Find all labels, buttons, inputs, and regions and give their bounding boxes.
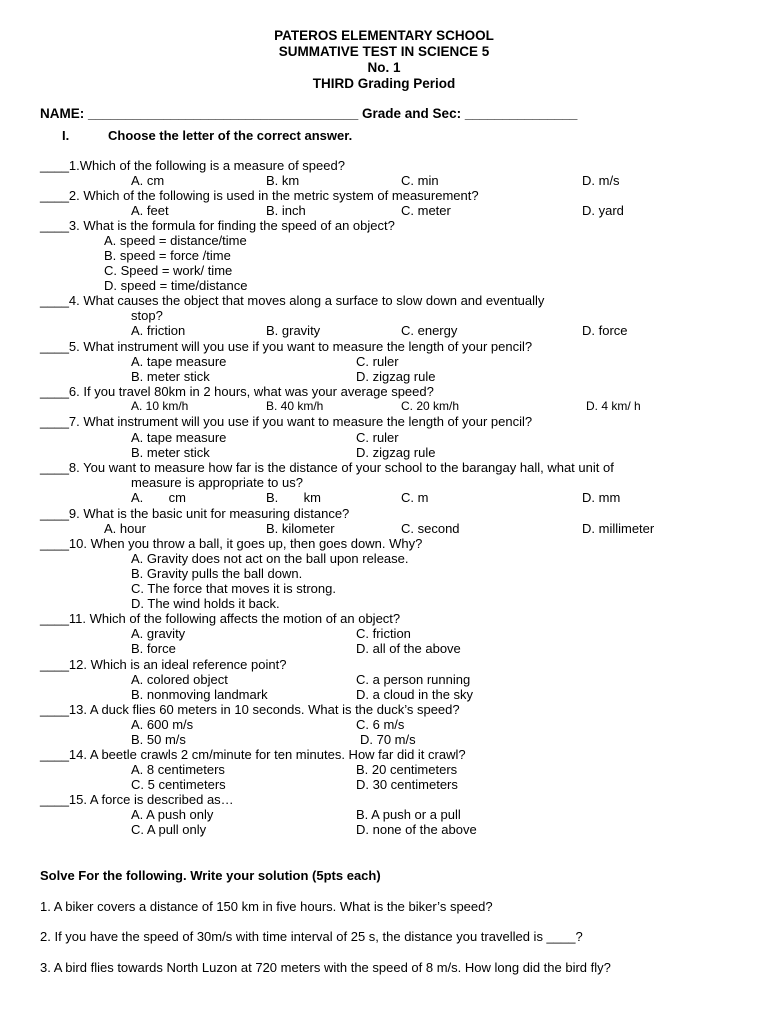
choice-11d: D. all of the above (356, 641, 461, 656)
choice-8d: D. mm (582, 490, 621, 505)
question-12: ____12. Which is an ideal reference point? (40, 657, 287, 672)
choice-8a: A. cm (131, 490, 186, 505)
choice-10d: D. The wind holds it back. (131, 596, 280, 611)
choice-15a: A. A push only (131, 807, 214, 822)
question-2: ____2. Which of the following is used in the metric system of measurement? (40, 188, 479, 203)
choice-2a: A. feet (131, 203, 169, 218)
choice-13c: C. 6 m/s (356, 717, 405, 732)
question-6: ____6. If you travel 80km in 2 hours, what was your average speed? (40, 384, 434, 399)
choice-9a: A. hour (104, 521, 146, 536)
choice-4a: A. friction (131, 323, 186, 338)
choice-14d: D. 30 centimeters (356, 777, 458, 792)
choice-3d: D. speed = time/distance (104, 278, 248, 293)
solve-heading: Solve For the following. Write your solution (5pts each) (40, 868, 381, 883)
question-15: ____15. A force is described as… (40, 792, 234, 807)
choice-6a: A. 10 km/h (131, 399, 189, 413)
choice-9c: C. second (401, 521, 460, 536)
choice-11b: B. force (131, 641, 176, 656)
choice-5d: D. zigzag rule (356, 369, 436, 384)
question-3: ____3. What is the formula for finding the speed of an object? (40, 218, 395, 233)
choice-8c: C. m (401, 490, 429, 505)
question-11: ____11. Which of the following affects the motion of an object? (40, 611, 401, 626)
choice-11c: C. friction (356, 626, 411, 641)
choice-15d: D. none of the above (356, 822, 477, 837)
choice-4c: C. energy (401, 323, 458, 338)
choice-14a: A. 8 centimeters (131, 762, 225, 777)
choice-11a: A. gravity (131, 626, 186, 641)
choice-3a: A. speed = distance/time (104, 233, 247, 248)
question-7: ____7. What instrument will you use if you want to measure the length of your pencil? (40, 414, 533, 429)
choice-13b: B. 50 m/s (131, 732, 186, 747)
choice-7b: B. meter stick (131, 445, 210, 460)
choice-10c: C. The force that moves it is strong. (131, 581, 336, 596)
choice-1a: A. cm (131, 173, 165, 188)
grading-period: THIRD Grading Period (312, 76, 456, 91)
school-name: PATEROS ELEMENTARY SCHOOL (274, 28, 494, 43)
choice-3c: C. Speed = work/ time (104, 263, 233, 278)
choice-5c: C. ruler (356, 354, 399, 369)
choice-6b: B. 40 km/h (266, 399, 324, 413)
choice-12c: C. a person running (356, 672, 471, 687)
choice-4d: D. force (582, 323, 628, 338)
problem-3: 3. A bird flies towards North Luzon at 720 meters with the speed of 8 m/s. How long did the bird fly? (40, 960, 611, 975)
name-grade-line: NAME: ____________________________________ Grade and Sec: _______________ (40, 106, 578, 121)
choice-10b: B. Gravity pulls the ball down. (131, 566, 303, 581)
choice-10a: A. Gravity does not act on the ball upon release. (131, 551, 409, 566)
question-5: ____5. What instrument will you use if you want to measure the length of your pencil? (40, 339, 533, 354)
question-13: ____13. A duck flies 60 meters in 10 seconds. What is the duck’s speed? (40, 702, 460, 717)
choice-2c: C. meter (401, 203, 451, 218)
choice-1d: D. m/s (582, 173, 620, 188)
choice-2d: D. yard (582, 203, 624, 218)
choice-4b: B. gravity (266, 323, 321, 338)
choice-1c: C. min (401, 173, 439, 188)
choice-12a: A. colored object (131, 672, 228, 687)
choice-13a: A. 600 m/s (131, 717, 194, 732)
choice-13d: D. 70 m/s (360, 732, 416, 747)
problem-2: 2. If you have the speed of 30m/s with time interval of 25 s, the distance you travelled is ____? (40, 929, 583, 944)
choice-14c: C. 5 centimeters (131, 777, 226, 792)
choice-6d: D. 4 km/ h (586, 399, 641, 413)
choice-12b: B. nonmoving landmark (131, 687, 268, 702)
question-8: ____8. You want to measure how far is the distance of your school to the barangay hall, what unit of (40, 460, 614, 475)
part-instruction: Choose the letter of the correct answer. (108, 128, 353, 143)
choice-15c: C. A pull only (131, 822, 207, 837)
choice-12d: D. a cloud in the sky (356, 687, 474, 702)
question-9: ____9. What is the basic unit for measuring distance? (40, 506, 350, 521)
choice-8b: B. km (266, 490, 321, 505)
question-8-continued: measure is appropriate to us? (131, 475, 303, 490)
choice-7c: C. ruler (356, 430, 399, 445)
question-4-continued: stop? (131, 308, 163, 323)
choice-5b: B. meter stick (131, 369, 210, 384)
choice-9d: D. millimeter (582, 521, 655, 536)
choice-5a: A. tape measure (131, 354, 227, 369)
test-title: SUMMATIVE TEST IN SCIENCE 5 (278, 44, 490, 59)
choice-2b: B. inch (266, 203, 306, 218)
question-14: ____14. A beetle crawls 2 cm/minute for ten minutes. How far did it crawl? (40, 747, 466, 762)
question-10: ____10. When you throw a ball, it goes up, then goes down. Why? (40, 536, 423, 551)
choice-9b: B. kilometer (266, 521, 335, 536)
choice-7d: D. zigzag rule (356, 445, 436, 460)
question-1: ____1.Which of the following is a measure of speed? (40, 158, 345, 173)
choice-15b: B. A push or a pull (356, 807, 461, 822)
problem-1: 1. A biker covers a distance of 150 km in five hours. What is the biker’s speed? (40, 899, 493, 914)
choice-3b: B. speed = force /time (104, 248, 231, 263)
part-numeral: I. (62, 128, 70, 143)
choice-7a: A. tape measure (131, 430, 227, 445)
question-4: ____4. What causes the object that moves along a surface to slow down and eventually (40, 293, 545, 308)
choice-14b: B. 20 centimeters (356, 762, 458, 777)
choice-1b: B. km (266, 173, 300, 188)
choice-6c: C. 20 km/h (401, 399, 460, 413)
test-number: No. 1 (367, 60, 401, 75)
